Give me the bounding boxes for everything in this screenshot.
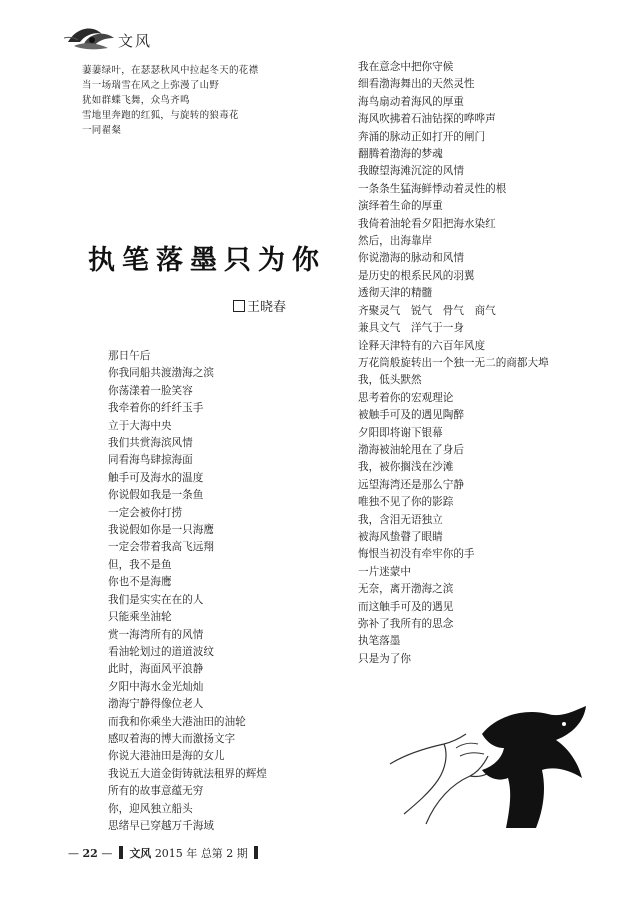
poem-line: 而这触手可及的遇见 [358,600,454,613]
intro-verse [82,63,258,138]
poem-line: 我，含泪无语独立 [358,513,443,526]
footer-issue: 总第 2 期 [200,847,248,860]
poem-line: 同看海鸟肆掠海面 [108,454,193,467]
poem-line: 被海风蛰瞽了眼睛 [358,530,443,543]
poem-line: 诠释天津特有的六百年风度 [358,339,486,352]
poem-line: 远望海湾还是那么宁静 [358,478,464,491]
poem-line: 被触手可及的遇见陶醉 [358,409,464,422]
page-number-dash: — [101,847,113,860]
poem-line: 你说渤海的脉动和风情 [358,252,464,265]
intro-line: 萋萋绿叶，在瑟瑟秋风中拉起冬天的花襟 [82,65,259,76]
poem-line: 一定会被你打捞 [108,506,183,519]
poem-line: 只能乘坐油轮 [108,611,172,624]
poem-line: 你说假如我是一条鱼 [108,489,204,502]
poem-line: 然后，出海靠岸 [358,235,433,248]
footer-bar [254,846,258,859]
poem-line: 无奈，离开渤海之滨 [358,583,454,596]
poem-line: 唯独不见了你的影踪 [358,496,454,509]
poem-line: 我在意念中把你守候 [358,61,454,73]
poem-line: 所有的故事意蕴无穷 [108,785,204,798]
author-name: 王晓春 [247,300,287,315]
poem-line: 海鸟扇动着海风的厚重 [358,95,464,108]
poem-line: 赏一海湾所有的风情 [108,628,204,641]
poem-line: 我牵着你的纤纤玉手 [108,402,204,415]
hand-shadow-eagle-icon [386,704,596,832]
poem-line: 弥补了我所有的思念 [358,618,454,630]
poem-line: 你说大港油田是海的女儿 [108,750,225,763]
poem-line: 万花筒般旋转出一个独一无二的商都大埠 [358,356,549,369]
page-footer [68,845,261,861]
footer-year: 2015 年 [154,847,198,860]
page-number-dash: — [68,847,79,860]
poem-line: 是历史的根系民风的羽翼 [358,269,475,282]
poem-line: 我说假如你是一只海鹰 [108,524,214,537]
poem-line: 夕阳中海水金光灿灿 [108,680,204,693]
poem-line: 思绪早已穿越万千海域 [108,819,214,832]
poem-line: 我，低头默然 [358,374,422,387]
poem-line: 海风吹拂着石油钻探的哗哗声 [358,113,496,126]
byline-box-icon [233,300,245,312]
poem-line: 触手可及海水的温度 [108,471,204,484]
poem-line: 一条条生猛海鲜悸动着灵性的根 [358,182,507,195]
poem-line: 夕阳即将谢下银幕 [358,426,443,439]
poem-line: 你我同船共渡渤海之滨 [108,367,214,380]
poem-line: 我倚着油轮看夕阳把海水染红 [358,217,496,230]
article-title: 执笔落墨只为你 [88,245,326,276]
poem-line: 一片迷蒙中 [358,565,411,578]
poem-line: 渤海宁静得像位老人 [108,698,204,711]
poem-line: 你也不是海鹰 [108,576,172,589]
poem-line: 而我和你乘坐大港油田的油轮 [108,715,246,728]
poem-line: 透彻天津的精髓 [358,287,433,300]
poem-line: 我说五大道金街铸就法租界的辉煌 [108,767,267,780]
footer-magazine: 文风 [129,847,152,860]
poem-line: 看油轮划过的道道波纹 [108,645,214,658]
poem-line: 齐聚灵气 锐气 骨气 商气 [358,304,496,317]
footer-bar [119,846,123,859]
poem-line: 思考着你的宏观理论 [358,391,454,404]
page-number: 22 [82,847,98,860]
poem-line: 演绎着生命的厚重 [358,200,443,213]
poem-line: 立于大海中央 [108,419,172,432]
lotus-ink-icon [62,20,120,54]
poem-line: 我们共赏海滨风情 [108,437,193,450]
poem-line: 我们是实实在在的人 [108,593,204,606]
poem-line: 感叹着海的博大而激扬文字 [108,732,236,745]
poem-line: 兼具文气 洋气于一身 [358,322,464,335]
poem-left-column [108,348,267,835]
poem-line: 奔涌的脉动正如打开的闸门 [358,130,486,143]
byline [233,296,286,315]
intro-line: 一同翟粲 [82,125,122,136]
poem-line: 悔恨当初没有牵牢你的手 [358,548,475,561]
poem-line: 只是为了你 [358,652,411,665]
poem-line: 此时，海面风平浪静 [108,663,204,676]
poem-line: 那日午后 [108,350,151,362]
intro-line: 犹如群蝶飞舞，众鸟齐鸣 [82,95,190,106]
poem-line: 渤海被油轮甩在了身后 [358,443,464,456]
intro-line: 雪地里奔跑的红狐，与旋转的狼毒花 [82,110,239,121]
poem-right-column [358,59,549,668]
poem-line: 但，我不是鱼 [108,558,172,571]
poem-line: 一定会带着我高飞远翔 [108,541,214,554]
poem-line: 你，迎风独立船头 [108,802,193,815]
poem-line: 我瞭望海滩沉淀的风情 [358,165,464,178]
poem-line: 细看渤海舞出的天然灵性 [358,78,475,91]
poem-line: 我，被你搁浅在沙滩 [358,461,454,474]
poem-line: 你荡漾着一脸笑容 [108,384,193,397]
intro-line: 当一场瑞雪在风之上弥漫了山野 [82,80,220,91]
column-name: 文风 [118,32,153,50]
poem-line: 翻腾着渤海的梦魂 [358,148,443,161]
poem-line: 执笔落墨 [358,635,401,648]
